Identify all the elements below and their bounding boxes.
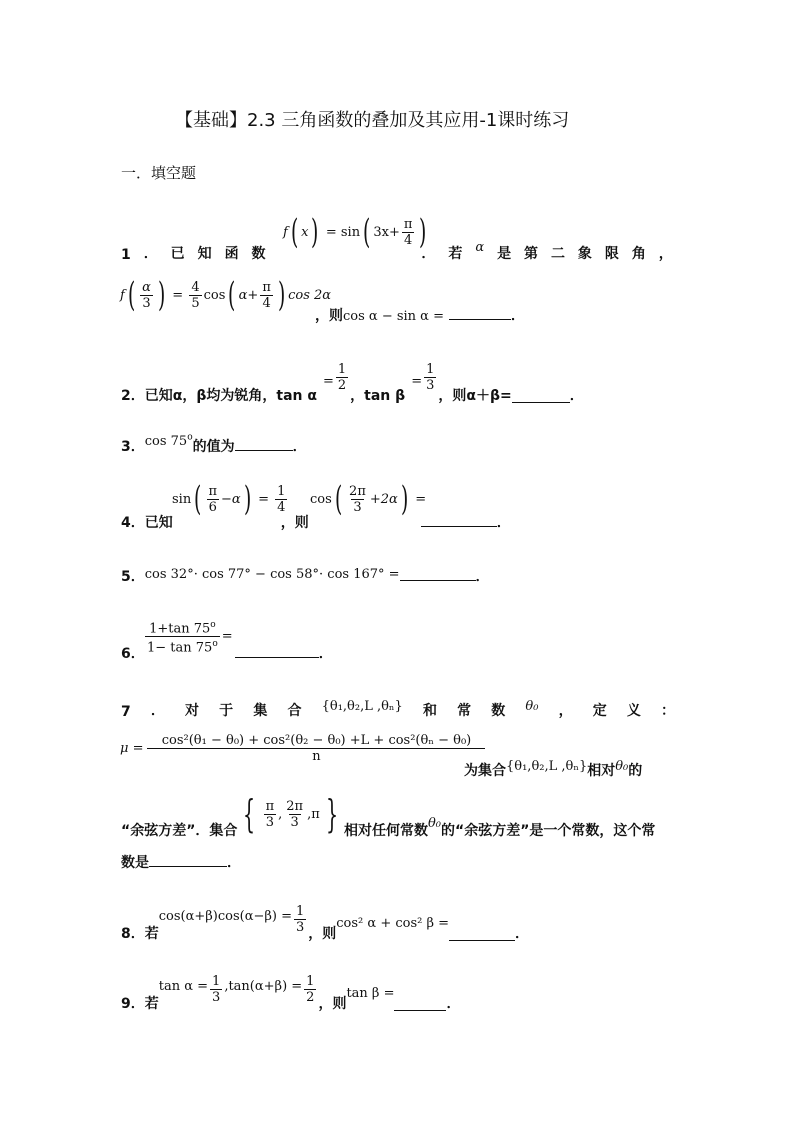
p7-definition: μ = $\frac{\text{cos²(θ₁ − θ₀) + cos²(θ₂ − θ₀) +L + cos²(θₙ − θ₀)}}{n}$ bbox=[120, 733, 487, 764]
p9-answer-blank[interactable] bbox=[394, 996, 446, 1011]
p1-line1: 1 ． 已 知 函 数 ． 若 α 是 第 二 象 限 角 ， bbox=[121, 240, 673, 263]
p3-line: 3．cos 75$^o$的值为 ． bbox=[121, 432, 307, 455]
p1-question: ，则cos α − sin α = ． bbox=[315, 305, 525, 325]
p5-answer-blank[interactable] bbox=[400, 566, 476, 581]
p2-line: 2．已知α，β均为锐角，tan α = $\frac{1}{2}$ ，tan β = $\frac{1}{3}$ ，则α＋β= ． bbox=[121, 361, 584, 404]
p1-condition: f ( $\frac{\alpha}{3}$ ) = $\frac{4}{5}$ cos ( α+ $\frac{\pi}{4}$ ) cos 2α bbox=[120, 275, 332, 315]
p5-line: 5．cos 32°· cos 77° − cos 58°· cos 167° = ． bbox=[121, 567, 490, 585]
p3-answer-blank[interactable] bbox=[235, 436, 293, 451]
p7-line1: 7 ． 对 于 集 合 {θ₁,θ₂,L ,θₙ} 和 常 数 θ₀ ， 定 义 ： bbox=[121, 699, 675, 720]
p4-target: cos ( $\frac{2\pi}{3}$ +2α ) = bbox=[310, 479, 427, 519]
p7-answer-blank[interactable] bbox=[149, 852, 227, 867]
p4-answer-blank[interactable] bbox=[421, 512, 497, 527]
p6-fraction: $\frac{1+\tan 75^o}{1- \tan 75^o}$ = bbox=[147, 620, 233, 656]
p6-answer-blank[interactable] bbox=[235, 643, 319, 658]
p1-function-def: f ( x ) = sin ( 3x+ $\frac{\pi}{4}$ ) bbox=[283, 212, 427, 252]
p1-answer-blank[interactable] bbox=[449, 305, 511, 320]
section-heading: 一．填空题 bbox=[121, 164, 197, 182]
p8-line: 8．若 cos(α+β)cos(α−β) = $\frac{1}{3}$ ，则 cos² α + cos² β = ． bbox=[121, 903, 530, 942]
p7-line2-tail: 为集合{θ₁,θ₂,L ,θₙ}相对θ₀的 bbox=[464, 759, 643, 779]
p7-line4: 数是 ． bbox=[121, 852, 241, 872]
p6-line: 6． ． bbox=[121, 643, 333, 663]
p9-line: 9．若 tan α = $\frac{1}{3}$ ,tan(α+β) = $\frac{1}{2}$ ，则 tan β = ． bbox=[121, 973, 461, 1012]
p2-answer-blank[interactable] bbox=[512, 388, 570, 403]
p4-condition: sin ( $\frac{\pi}{6}$ −α ) = $\frac{1}{4}$ bbox=[172, 479, 286, 519]
p4-line: 4．已知 ，则 ． bbox=[121, 512, 681, 532]
p8-answer-blank[interactable] bbox=[449, 926, 515, 941]
page-title: 【基础】2.3 三角函数的叠加及其应用-1课时练习 bbox=[175, 110, 570, 131]
p7-line3: “余弦方差”．集合 { $\frac{\pi}{3}$ , $\frac{2\pi}{3}$ ,π } 相对任何常数 θ₀ 的“余弦方差”是一个常数，这个常 bbox=[121, 792, 656, 839]
